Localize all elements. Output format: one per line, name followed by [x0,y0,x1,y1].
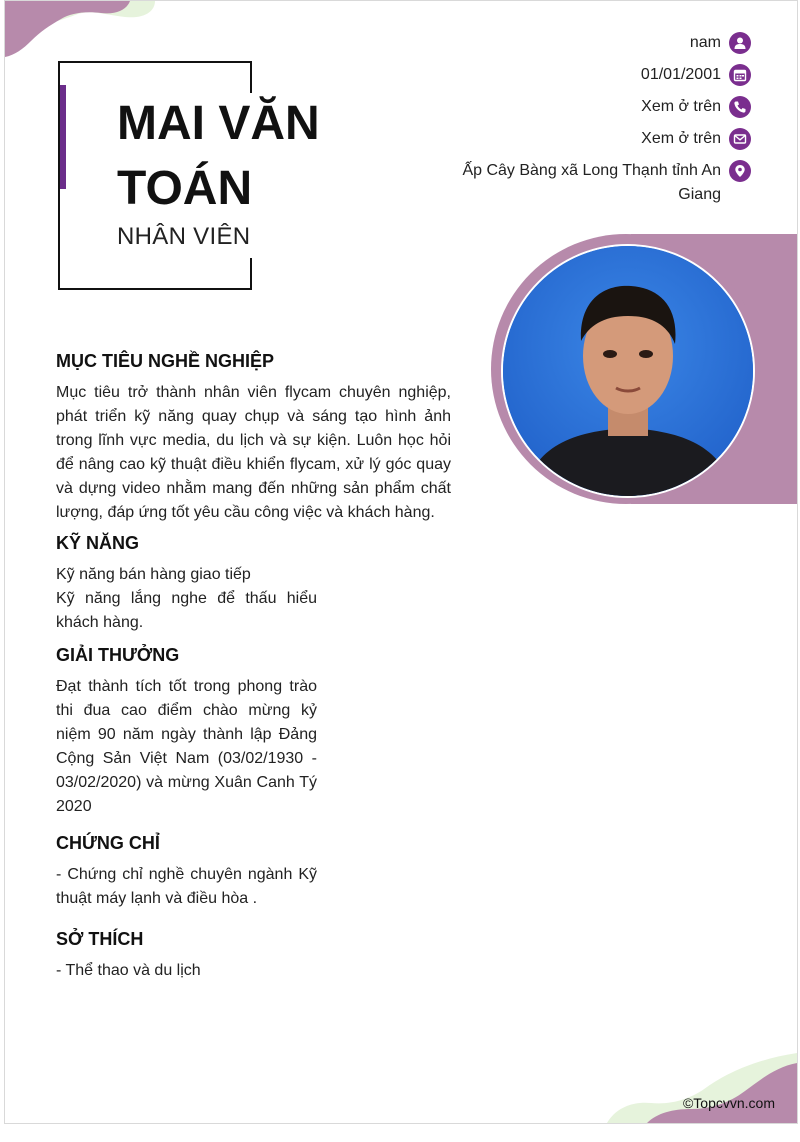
mail-icon [729,128,751,150]
calendar-icon [729,64,751,86]
corner-decoration-bottom-right [607,1053,797,1123]
contact-phone-text: Xem ở trên [641,98,721,115]
cv-page [4,0,798,1124]
phone-icon [729,96,751,118]
corner-decoration-top-left [5,1,165,61]
contact-birthdate-text: 01/01/2001 [640,66,721,83]
section-body-objective: Mục tiêu trở thành nhân viên flycam chuyên nghiệp, phát triển kỹ năng quay chụp và sáng tạo hình ảnh trong lĩnh vực media, du lịch và sự kiện. Luôn học hỏi để nâng cao kỹ thuật điều khiển flycam, xử lý góc quay và dựng video nhằm mang đến những sản phẩm chất lượng, đáp ứng tốt yêu cầu công việc và khách hàng. [56,384,451,521]
candidate-position: NHÂN VIÊN [117,223,251,250]
skills-list [56,563,317,635]
location-pin-icon [729,160,751,182]
profile-photo [501,244,755,498]
skill-item: Kỹ năng bán hàng giao tiếp [56,566,251,583]
user-icon [729,32,751,54]
contact-address [431,159,751,207]
contact-email-text: Xem ở trên [641,130,721,147]
contact-address-text: Ấp Cây Bàng xã Long Thạnh tỉnh An Giang [462,162,721,203]
section-body-awards: Đạt thành tích tốt trong phong trào thi đua cao điểm chào mừng kỷ niệm 90 năm ngày thành lập Đảng Cộng Sản Việt Nam (03/02/1930 - 03/02/2020) và mừng Xuân Canh Tý 2020 [56,678,317,815]
contact-phone [431,95,751,119]
section-body-hobbies: - Thể thao và du lịch [56,962,201,979]
footer-brand: ©Topcvvn.com [682,1095,775,1111]
section-title-hobbies: SỞ THÍCH [56,929,144,949]
contact-birthdate [431,63,751,87]
contact-gender-text: nam [689,34,721,51]
candidate-name: MAI VĂN TOÁN [117,97,320,215]
section-title-objective: MỤC TIÊU NGHỀ NGHIỆP [56,351,275,371]
contact-gender [431,31,751,55]
accent-bar [60,85,66,189]
contact-info [431,31,751,215]
section-title-certificates: CHỨNG CHỈ [56,833,160,853]
section-title-skills: KỸ NĂNG [56,533,140,553]
section-title-awards: GIẢI THƯỞNG [56,645,180,665]
skill-item: Kỹ năng lắng nghe để thấu hiểu khách hàng. [56,590,317,631]
section-body-certificates: - Chứng chỉ nghề chuyên ngành Kỹ thuật máy lạnh và điều hòa . [56,866,317,907]
contact-email [431,127,751,151]
